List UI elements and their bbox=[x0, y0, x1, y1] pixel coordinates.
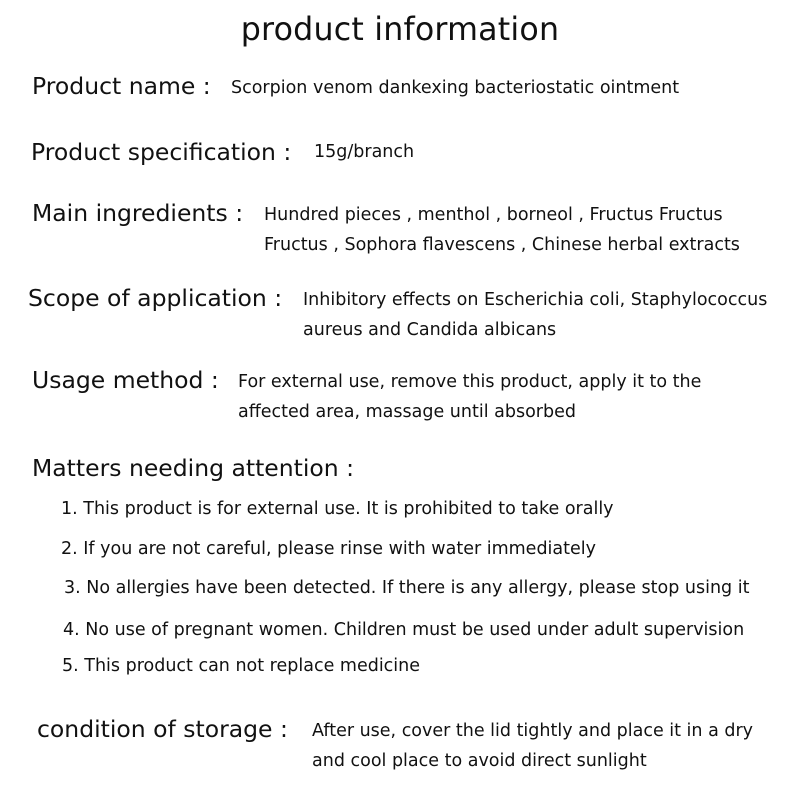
condition-of-storage-label: condition of storage : bbox=[37, 715, 288, 743]
attention-item: 5. This product can not replace medicine bbox=[62, 656, 421, 676]
matters-needing-attention-label: Matters needing attention : bbox=[32, 454, 355, 482]
main-ingredients-line: Hundred pieces , menthol , borneol , Fructus Fructus bbox=[264, 205, 723, 225]
condition-of-storage-value bbox=[312, 716, 753, 776]
condition-of-storage-line: and cool place to avoid direct sunlight bbox=[312, 751, 647, 771]
product-name-value: Scorpion venom dankexing bacteriostatic ointment bbox=[231, 78, 680, 98]
usage-method-line: affected area, massage until absorbed bbox=[238, 402, 576, 422]
main-ingredients-label: Main ingredients : bbox=[32, 199, 244, 227]
scope-of-application-line: Inhibitory effects on Escherichia coli, Staphylococcus bbox=[303, 290, 768, 310]
usage-method-value bbox=[238, 367, 701, 427]
product-specification-value: 15g/branch bbox=[314, 142, 415, 162]
scope-of-application-value bbox=[303, 285, 767, 345]
attention-item: 3. No allergies have been detected. If there is any allergy, please stop using it bbox=[64, 578, 750, 598]
usage-method-line: For external use, remove this product, apply it to the bbox=[238, 372, 702, 392]
condition-of-storage-line: After use, cover the lid tightly and place it in a dry bbox=[312, 721, 754, 741]
page-title: product information bbox=[240, 12, 560, 48]
attention-item: 2. If you are not careful, please rinse with water immediately bbox=[61, 539, 596, 559]
main-ingredients-value bbox=[264, 200, 740, 260]
scope-of-application-label: Scope of application : bbox=[28, 284, 283, 312]
product-specification-label: Product specification : bbox=[31, 138, 292, 166]
scope-of-application-line: aureus and Candida albicans bbox=[303, 320, 557, 340]
usage-method-label: Usage method : bbox=[32, 366, 219, 394]
attention-item: 1. This product is for external use. It is prohibited to take orally bbox=[61, 499, 614, 519]
product-name-label: Product name : bbox=[32, 72, 211, 100]
attention-item: 4. No use of pregnant women. Children must be used under adult supervision bbox=[63, 620, 745, 640]
main-ingredients-line: Fructus , Sophora flavescens , Chinese herbal extracts bbox=[264, 235, 740, 255]
